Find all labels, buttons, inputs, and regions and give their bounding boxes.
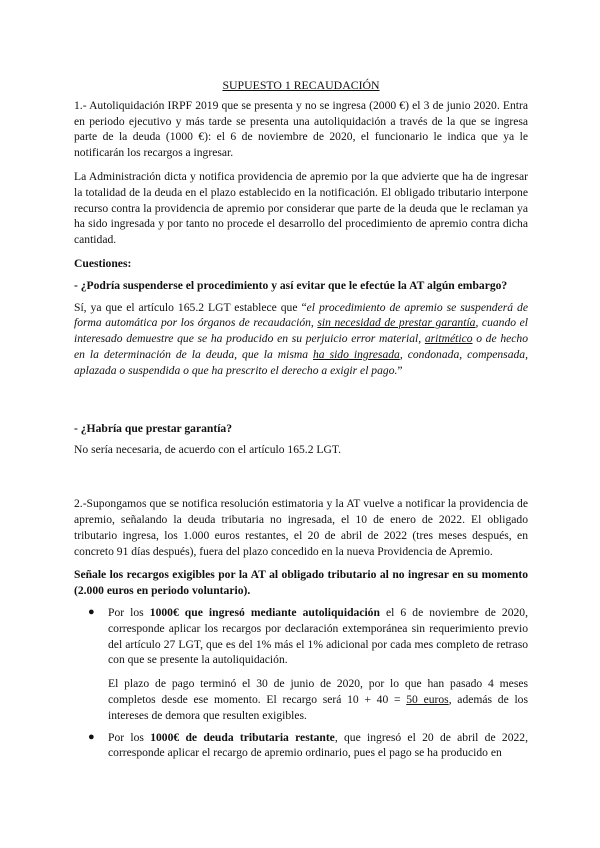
bullet-icon: ● (88, 730, 95, 743)
bullet-icon: ● (88, 605, 95, 618)
answer-1-quote-f: ha sido ingresada (313, 347, 400, 361)
bullet-1-text (108, 605, 528, 668)
document-title: SUPUESTO 1 RECAUDACIÓN (222, 78, 380, 92)
bullet-1-post: el 6 de noviembre de 2020, corresponde aplicar los recargos por declaración extemporánea sin requerimiento previo del artículo 27 LGT, que es del 1% más el 1% adicional por cada mes completo de retraso con que se presente la autoliquidación. (108, 605, 529, 667)
answer-1-lead: Sí, ya que el artículo 165.2 LGT establece que “ (74, 300, 307, 314)
case2-intro-paragraph: 2.-Supongamos que se notifica resolución estimatoria y la AT vuelve a notificar la providencia de apremio, señalando la deuda tributaria no ingresada, el 10 de enero de 2022. El obligado tributario ingresa, los 1.000 euros restantes, el 20 de abril de 2022 (tres meses después, en concreto 91 días después), fuera del plazo concedido en la nueva Providencia de Apremio. (74, 497, 528, 558)
bullet-1-subparagraph (108, 676, 528, 723)
answer-1-quote-c: , cuando el interesado demuestre que se ha producido en su perjuicio error material, (74, 316, 528, 346)
answer-1-quote-g: , condonada, compensada, aplazada o suspendida o que ha prescrito el derecho a exigir el pago. (74, 347, 528, 377)
answer-1-quote-d: aritmético (424, 332, 473, 346)
bullet-2-post: , que ingresó el 20 de abril de 2022, corresponde aplicar el recargo de apremio ordinario, pues el pago se ha producido en (108, 730, 528, 760)
bullet-1-sub-amount: 50 euros (406, 692, 449, 706)
answer-1-quote-e: o de hecho en la determinación de la deuda, que la misma (74, 332, 528, 361)
answer-2: No sería necesaria, de acuerdo con el artículo 165.2 LGT. (74, 443, 341, 457)
bullet-2-bold: 1000€ de deuda tributaria restante (150, 730, 335, 744)
answer-1 (74, 300, 528, 379)
list-item (74, 605, 528, 724)
question-1: - ¿Podría suspenderse el procedimiento y así evitar que le efectúe la AT algún embargo? (74, 278, 508, 292)
bullet-2-pre: Por los (108, 730, 151, 744)
case1-intro-paragraph: 1.- Autoliquidación IRPF 2019 que se presenta y no se ingresa (2000 €) el 3 de junio 2020. Entra en periodo ejecutivo y más tarde se presenta una autoliquidación a través de la que se ingresa parte de la deuda (1000 €): el 6 de noviembre de 2020, el funcionario le indica que ya le notificarán los recargos a ingresar. (74, 98, 528, 160)
bullet-1-sub-pre: El plazo de pago terminó el 30 de junio de 2020, por lo que han pasado 4 meses completos desde ese momento. El recargo será 10 + 40 = (108, 677, 528, 706)
bullet-1-bold: 1000€ que ingresó mediante autoliquidación (149, 605, 380, 619)
answer-1-tail: ” (397, 363, 403, 377)
surcharge-list (74, 605, 528, 761)
document-page (74, 78, 528, 767)
answer-1-quote-a: el procedimiento de apremio se suspenderá de forma automática por los órganos de recaudación, (74, 300, 528, 330)
question-2: - ¿Habría que prestar garantía? (74, 421, 233, 435)
bullet-2-text (108, 730, 528, 762)
answer-1-quote-b: sin necesidad de prestar garantía (317, 316, 476, 330)
bullet-1-pre: Por los (108, 605, 150, 619)
case1-admin-paragraph: La Administración dicta y notifica providencia de apremio por la que advierte que ha de ingresar la totalidad de la deuda en el plazo establecido en la notificación. El obligado tributario interpone recurso contra la providencia de apremio por considerar que parte de la deuda que le reclaman ya ha sido ingresada y por tanto no procede el desarrollo del procedimiento de apremio contra dicha cantidad. (74, 169, 528, 247)
list-item (74, 730, 528, 762)
bullet-1-sub-post: , además de los intereses de demora que resulten exigibles. (108, 692, 528, 722)
case2-question: Señale los recargos exigibles por la AT al obligado tributario al no ingresar en su momento (2.000 euros en periodo voluntario). (74, 568, 528, 598)
questions-heading: Cuestiones: (74, 256, 132, 270)
